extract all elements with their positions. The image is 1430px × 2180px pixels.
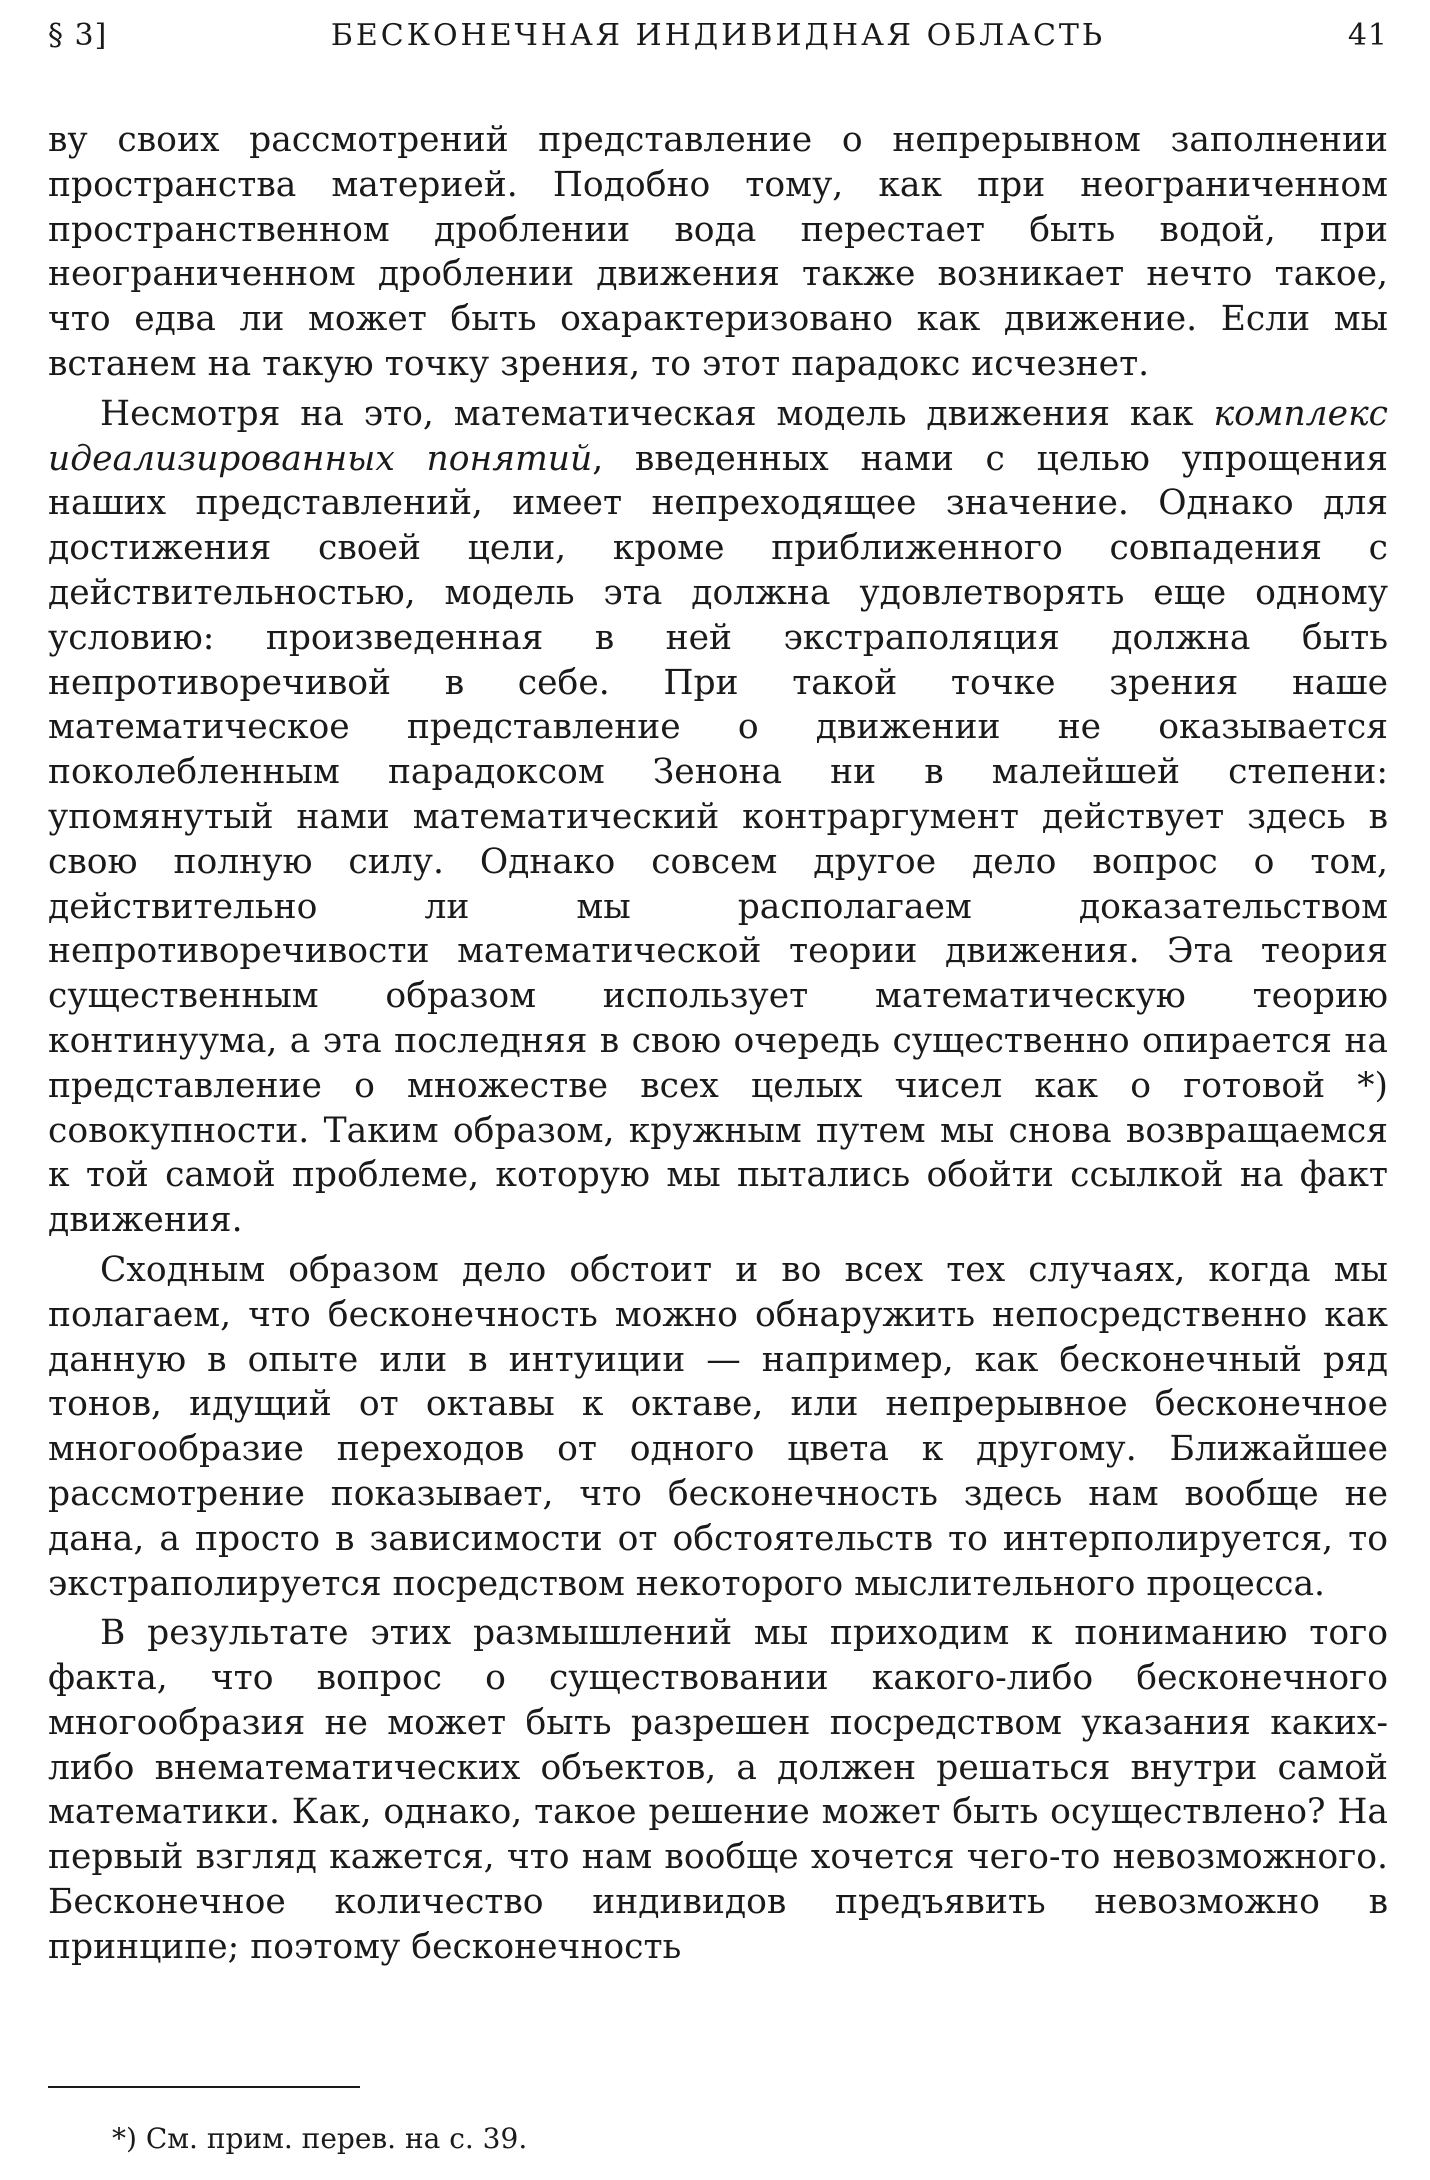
paragraph: Сходным образом дело обстоит и во всех тех случаях, когда мы полагаем, что бесконечность можно обнаружить непосредственно как данную в опыте или в интуиции — например, как бесконечный ряд тонов, идущий от октавы к октаве, или непрерывное бесконечное многообразие переходов от одного цвета к другому. Ближайшее рассмотрение показывает, что бесконечность здесь нам вообще не дана, а просто в зависимости от обстоятельств то интерполируется, то экстраполируется посредством некоторого мыслительного процесса. <box>48 1249 1388 1604</box>
paragraph-text: Несмотря на это, математическая модель движения как <box>100 393 1214 434</box>
running-header <box>48 18 1388 68</box>
paragraph <box>48 392 1388 1243</box>
italic-phrase: комплекс идеализированных понятий <box>48 393 1388 479</box>
running-title: БЕСКОНЕЧНАЯ ИНДИВИДНАЯ ОБЛАСТЬ <box>330 18 1106 53</box>
paragraph: В результате этих размышлений мы приходим к пониманию того факта, что вопрос о существовании какого-либо бесконечного многообразия не может быть разрешен посредством указания каких-либо внематематических объектов, а должен решаться внутри самой математики. Как, однако, такое решение может быть осуществлено? На первый взгляд кажется, что нам вообще хочется чего-то невозможного. Бесконечное количество индивидов предъявить невозможно в принципе; поэтому бесконечность <box>48 1613 1388 1967</box>
paragraph-text: , введенных нами с целью упрощения наших представлений, имеет непреходящее значение. Однако для достижения своей цели, кроме приближенного совпадения с действительностью, модель эта должна удовлетворять еще одному условию: произведенная в ней экстраполяция должна быть непротиворечивой в себе. При такой точке зрения наше математическое представление о движении не оказывается поколебленным парадоксом Зенона ни в малейшей степени: упомянутый нами математический контраргумент действует здесь в свою полную силу. Однако совсем другое дело вопрос о том, действительно ли мы располагаем доказательством непротиворечивости математической теории движения. Эта теория существенным образом использует математическую теорию континуума, а эта последняя в свою очередь существенно опирается на представление о множестве всех целых чисел как о готовой *) совокупности. Таким образом, кружным путем мы снова возвращаемся к той самой проблеме, которую мы пытались обойти ссылкой на факт движения. <box>48 438 1389 1241</box>
footnote-divider <box>48 2086 360 2088</box>
body-text <box>48 118 1388 1970</box>
paragraph-continued: ву своих рассмотрений представление о непрерывном заполнении пространства материей. Подобно тому, как при неограниченном пространственном дроблении вода перестает быть водой, при неограниченном дроблении движения также возникает нечто такое, что едва ли может быть охарактеризовано как движение. Если мы встанем на такую точку зрения, то этот парадокс исчезнет. <box>48 120 1388 384</box>
section-marker: § 3] <box>48 18 108 53</box>
footnote: *) См. прим. перев. на с. 39. <box>112 2122 528 2155</box>
page-number: 41 <box>1347 18 1388 53</box>
